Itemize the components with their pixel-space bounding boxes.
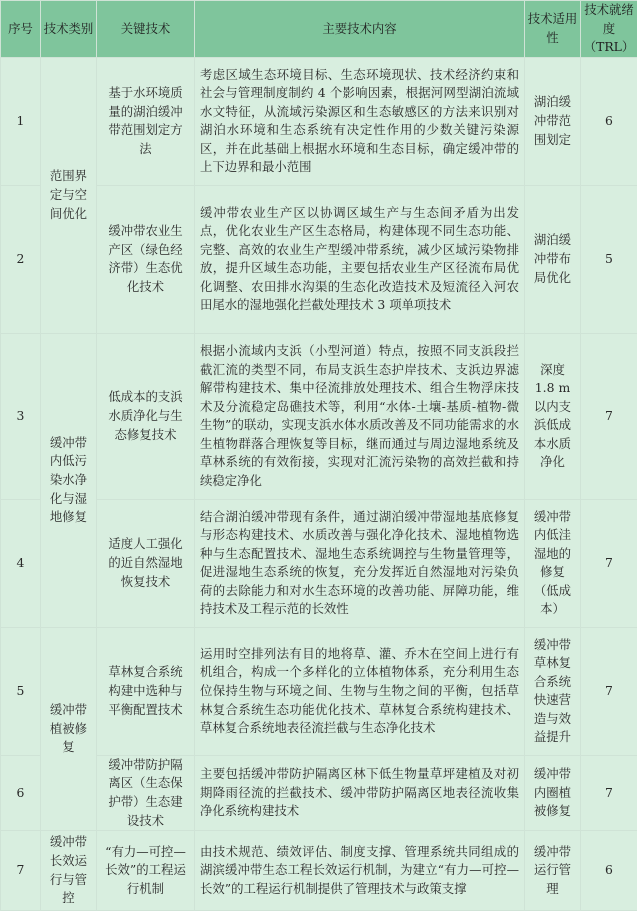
trl-cell: 7 bbox=[581, 627, 637, 755]
scope-cell: 湖泊缓冲带范围划定 bbox=[525, 57, 581, 185]
content-cell: 缓冲带农业生产区以协调区域生产与生态间矛盾为出发点，优化农业生产区生态格局，构建体现不同生态功能、完整、高效的农业生产型缓冲带系统，减少区域污染物排放，提升区域生态功能，主要包括农业生产区径流布局优化调整、农田排水沟渠的生态化改造技术及短流径入河农田尾水的湿地强化拦截处理技术 3 项单项技术 bbox=[195, 185, 525, 333]
category-cell: 范围界定与空间优化 bbox=[41, 57, 97, 333]
key-tech-cell: 缓冲带防护隔离区（生态保护带）生态建设技术 bbox=[97, 755, 195, 830]
category-cell: 缓冲带植被修复 bbox=[41, 627, 97, 830]
table-header-row bbox=[1, 1, 637, 58]
trl-cell: 7 bbox=[581, 499, 637, 627]
header-content: 主要技术内容 bbox=[195, 1, 525, 58]
key-tech-cell: 低成本的支浜水质净化与生态修复技术 bbox=[97, 333, 195, 499]
row-no: 2 bbox=[1, 185, 41, 333]
content-cell: 由技术规范、绩效评估、制度支撑、管理系统共同组成的湖滨缓冲带生态工程长效运行机制，为建立“有力—可控—长效”的工程运行机制提供了管理技术与政策支撑 bbox=[195, 831, 525, 911]
scope-cell: 深度 1.8 m 以内支浜低成本水质净化 bbox=[525, 333, 581, 499]
scope-cell: 湖泊缓冲带布局优化 bbox=[525, 185, 581, 333]
scope-cell: 缓冲带草林复合系统快速营造与效益提升 bbox=[525, 627, 581, 755]
key-tech-cell: “有力—可控—长效”的工程运行机制 bbox=[97, 831, 195, 911]
scope-cell: 缓冲带内圈植被修复 bbox=[525, 755, 581, 830]
row-no: 6 bbox=[1, 755, 41, 830]
key-tech-cell: 草林复合系统构建中选种与平衡配置技术 bbox=[97, 627, 195, 755]
category-cell: 缓冲带长效运行与管控 bbox=[41, 831, 97, 911]
header-scope: 技术适用性 bbox=[525, 1, 581, 58]
table-row bbox=[1, 333, 637, 499]
content-cell: 考虑区域生态环境目标、生态环境现状、技术经济约束和社会与管理制度制约 4 个影响因素，根据河网型湖泊流域水文特征，从流域污染源区和生态敏感区的方法来识别对湖泊水环境和生态系统有决定性作用的少数关键污染源区，并在此基础上根据水环境和生态目标，确定缓冲带的上下边界和最小范围 bbox=[195, 57, 525, 185]
trl-cell: 7 bbox=[581, 333, 637, 499]
header-category: 技术类别 bbox=[41, 1, 97, 58]
trl-cell: 6 bbox=[581, 831, 637, 911]
trl-cell: 5 bbox=[581, 185, 637, 333]
header-no: 序号 bbox=[1, 1, 41, 58]
trl-cell: 7 bbox=[581, 755, 637, 830]
row-no: 7 bbox=[1, 831, 41, 911]
table-row bbox=[1, 185, 637, 333]
key-tech-cell: 基于水环境质量的湖泊缓冲带范围划定方法 bbox=[97, 57, 195, 185]
table-row bbox=[1, 499, 637, 627]
key-tech-cell: 缓冲带农业生产区（绿色经济带）生态优化技术 bbox=[97, 185, 195, 333]
row-no: 4 bbox=[1, 499, 41, 627]
content-cell: 结合湖泊缓冲带现有条件，通过湖泊缓冲带湿地基底修复与形态构建技术、水质改善与强化净化技术、湿地植物选种与生态配置技术、湿地生态系统调控与生物量管理等，促进湿地生态系统的恢复，充分发挥近自然湿地对污染负荷的去除能力和对水生态环境的改善功能、屏障功能，维持技术及工程示范的长效性 bbox=[195, 499, 525, 627]
trl-cell: 6 bbox=[581, 57, 637, 185]
key-tech-cell: 适度人工强化的近自然湿地恢复技术 bbox=[97, 499, 195, 627]
scope-cell: 缓冲带内低洼湿地的修复（低成本） bbox=[525, 499, 581, 627]
table-row bbox=[1, 755, 637, 830]
category-cell: 缓冲带内低污染水净化与湿地修复 bbox=[41, 333, 97, 627]
header-key-tech: 关键技术 bbox=[97, 1, 195, 58]
row-no: 1 bbox=[1, 57, 41, 185]
row-no: 5 bbox=[1, 627, 41, 755]
content-cell: 运用时空排列法有目的地将草、灌、乔木在空间上进行有机组合，构成一个多样化的立体植物体系，充分利用生态位保持生物与环境之间、生物与生物之间的平衡，包括草林复合系统生态功能优化技术、草林复合系统构建技术、草林复合系统地表径流拦截与生态净化技术 bbox=[195, 627, 525, 755]
content-cell: 根据小流域内支浜（小型河道）特点，按照不同支浜段拦截汇流的类型不同，布局支浜生态护岸技术、支浜边界滤解带构建技术、集中径流排放处理技术、组合生物浮床技术及分流稳定岛礁技术等，利用“水体-土壤-基质-植物-微生物”的联动，实现支浜水体水质改善及不同功能需求的水生植物群落合理恢复等目标，继而通过与周边湿地系统及草林系统的有效衔接，实现对汇流污染物的高效拦截和持续稳定净化 bbox=[195, 333, 525, 499]
content-cell: 主要包括缓冲带防护隔离区林下低生物量草坪建植及对初期降雨径流的拦截技术、缓冲带防护隔离区地表径流收集净化系统构建技术 bbox=[195, 755, 525, 830]
scope-cell: 缓冲带运行管理 bbox=[525, 831, 581, 911]
header-trl: 技术就绪度（TRL） bbox=[581, 1, 637, 58]
table-row bbox=[1, 627, 637, 755]
table-row bbox=[1, 57, 637, 185]
table-row bbox=[1, 831, 637, 911]
row-no: 3 bbox=[1, 333, 41, 499]
